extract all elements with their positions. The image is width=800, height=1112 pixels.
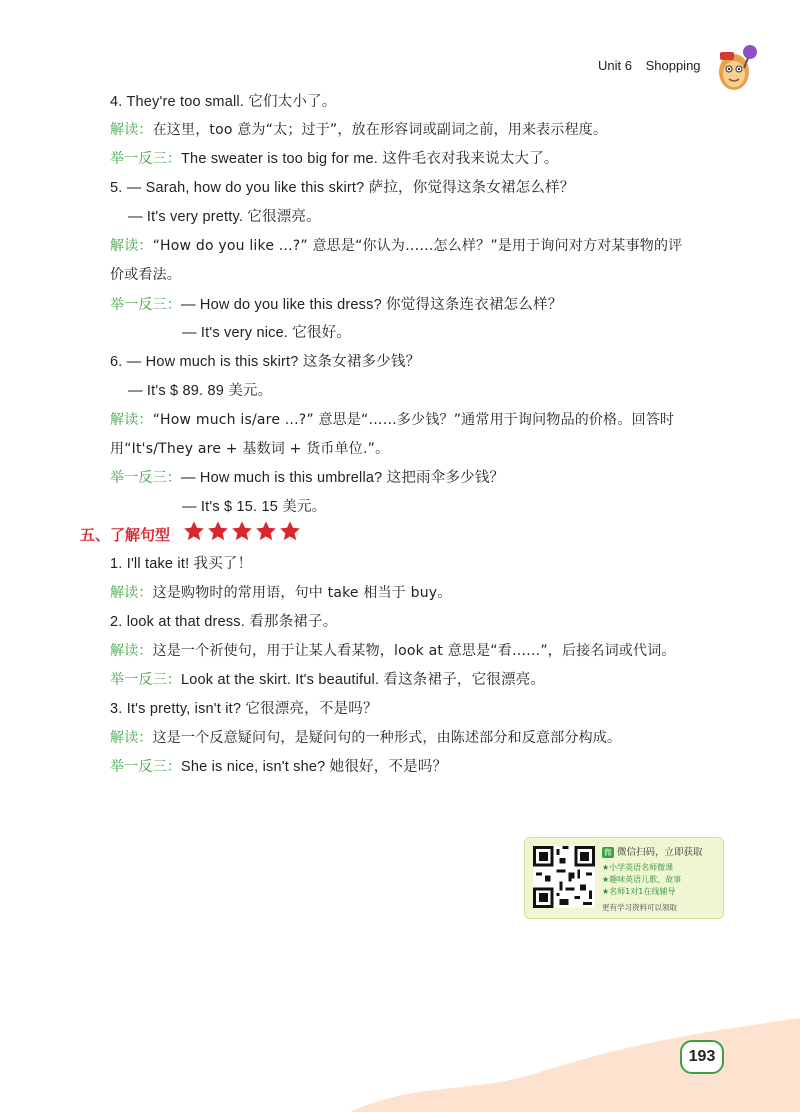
section-title: 五、了解句型 [80, 526, 171, 544]
qr-code-icon[interactable] [533, 846, 595, 908]
explain-5-cont: 价或看法。 [110, 267, 181, 283]
unit-title: Shopping [645, 58, 701, 73]
star-icon [207, 520, 229, 542]
star-icon [255, 520, 277, 542]
explain-label: 解读： [110, 122, 153, 138]
page-number: 193 [680, 1040, 724, 1074]
example-label: 举一反三： [110, 672, 181, 688]
sentence-s2: 2. look at that dress. 看那条裙子。 [110, 614, 338, 630]
qr-promo-card [524, 837, 724, 919]
example-4: 举一反三：The sweater is too big for me. 这件毛衣对我来说太大了。 [110, 151, 559, 167]
sentence-s1: 1. I'll take it! 我买了！ [110, 556, 253, 572]
example-s3: 举一反三：She is nice, isn't she? 她很好，不是吗？ [110, 759, 448, 775]
star-icon [231, 520, 253, 542]
qr-footer: 更有学习资料可以领取 [602, 903, 677, 912]
sentence-4: 4. They're too small. 它们太小了。 [110, 94, 337, 110]
explain-label: 解读： [110, 412, 153, 428]
qr-item: ★趣味英语儿歌、故事 [602, 875, 682, 884]
example-5: 举一反三：— How do you like this dress? 你觉得这条连衣裙怎么样？ [110, 297, 563, 313]
dialogue-6-question: 6. — How much is this skirt? 这条女裙多少钱？ [110, 354, 421, 370]
dialogue-5-answer: — It's very pretty. 它很漂亮。 [128, 209, 321, 225]
page-header [598, 58, 711, 73]
dialogue-5-question: 5. — Sarah, how do you like this skirt? 萨拉，你觉得这条女裙怎么样？ [110, 180, 575, 196]
example-6: 举一反三：— How much is this umbrella? 这把雨伞多少钱？ [110, 470, 505, 486]
dialogue-6-answer: — It's $ 89. 89 美元。 [128, 383, 273, 399]
qr-title: 微 微信扫码，立即获取 [604, 847, 703, 858]
star-icon [279, 520, 301, 542]
qr-item: ★名师1对1在线辅导 [602, 887, 676, 896]
explain-s2: 解读：这是一个祈使句，用于让某人看某物，look at 意思是“看……”，后接名词或代词。 [110, 643, 676, 659]
qr-item: ★小学英语名师微课 [602, 863, 674, 872]
explain-label: 解读： [110, 585, 153, 601]
example-s2: 举一反三：Look at the skirt. It's beautiful. 看这条裙子，它很漂亮。 [110, 672, 546, 688]
example-label: 举一反三： [110, 297, 181, 313]
star-icon [183, 520, 205, 542]
example-label: 举一反三： [110, 470, 181, 486]
unit-label: Unit 6 [598, 58, 632, 73]
explain-label: 解读： [110, 643, 153, 659]
example-5-answer: — It's very nice. 它很好。 [182, 325, 352, 341]
sentence-s3: 3. It's pretty, isn't it? 它很漂亮，不是吗？ [110, 701, 378, 717]
explain-6: 解读：“How much is/are ...?” 意思是“……多少钱？”通常用于询问物品的价格。回答时 [110, 412, 675, 428]
example-label: 举一反三： [110, 759, 181, 775]
difficulty-stars [183, 520, 303, 546]
explain-4: 解读：在这里，too 意为“太；过于”，放在形容词或副词之前，用来表示程度。 [110, 122, 608, 138]
explain-label: 解读： [110, 238, 153, 254]
example-6-answer: — It's $ 15. 15 美元。 [182, 499, 327, 515]
explain-5: 解读：“How do you like ...?” 意思是“你认为……怎么样？”是用于询问对方对某事物的评 [110, 238, 683, 254]
wechat-icon: 微 [604, 848, 612, 857]
explain-label: 解读： [110, 730, 153, 746]
explain-s1: 解读：这是购物时的常用语，句中 take 相当于 buy。 [110, 585, 452, 601]
explain-6-cont: 用“It's/They are + 基数词 + 货币单位.”。 [110, 441, 390, 457]
explain-s3: 解读：这是一个反意疑问句，是疑问句的一种形式，由陈述部分和反意部分构成。 [110, 730, 622, 746]
mascot-icon [712, 38, 760, 96]
example-label: 举一反三： [110, 151, 181, 167]
